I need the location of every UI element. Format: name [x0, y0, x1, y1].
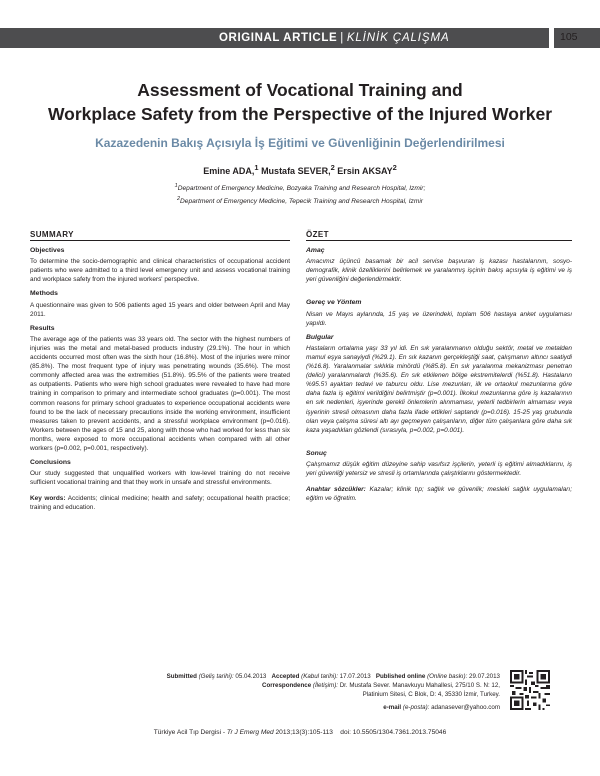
affiliation-1-num: 1 [174, 183, 178, 189]
submitted-date: 05.04.2013 [235, 673, 267, 680]
accepted-label-tr: (Kabul tarihi): [301, 673, 338, 680]
results-heading: Results [30, 324, 55, 332]
bulgular-heading: Bulgular [306, 333, 334, 341]
author-3-affil: 2 [392, 163, 397, 172]
email-line [80, 703, 500, 712]
bulgular-text: Hastaların ortalama yaşı 33 yıl idi. En sık yaralanmanın olduğu sektör, metal ve metalden mamul eşya sanayiydi (%29.1). En sık kazanın gerçekleştiği saat, çalışmanın altıncı saatiydi (%16.8). Yaralanmalar sıklıkla minördü (%85.8). En sık yaralanma mekanizması penetran (delici) yaralanmalardı (%35.6). En sık etkilenen bölge ekstremitelerdi (%51.8). Hastaların %95.5'i ayaktan tedavi ve taburcu oldu. Lise mezunları, ilk ve ortaokul mezunlarına göre daha fazla iş eğitimi verildiğini belirtmiştir (p=0.001). İlkokul mezunlarına göre iş kazalarının en sık nedenleri, işyerinde gerekli önlemlerin alınmaması, yeterli tedbirlerin almaması veya işyerinin stresli olmasının daha fazla ifade ettikleri saptandı (p=0.016). 15-25 yaş grubunda olan veya çalışma süresi altı ayı geçmeyen çalışanların, diğer tüm çalışanlara göre daha sık kaza yaşadıkları gözlendi (sırasıyla, p=0.002, p=0.001). [306, 344, 572, 434]
footer-citation: 2013;13(3):105-113 [273, 729, 333, 736]
article-metadata [80, 672, 500, 712]
article-type-en: ORIGINAL ARTICLE [219, 32, 338, 44]
amac-heading: Amaç [306, 247, 325, 255]
published-label: Published online [375, 673, 426, 680]
page-number: 105 [560, 31, 578, 43]
email-label-tr: (e-posta): [402, 703, 430, 711]
banner-gap [549, 28, 554, 48]
objectives-text: To determine the socio-demographic and clinical characteristics of occupational accident patients who were admitted to a third level emergency unit and assess vocational training and workplace safety from the injured workers' perspective. [30, 258, 290, 284]
accepted-label: Accepted [271, 673, 300, 680]
article-type-tr: KLİNİK ÇALIŞMA [346, 32, 450, 44]
objectives-heading: Objectives [30, 247, 65, 255]
submitted-label-tr: (Geliş tarihi): [198, 673, 234, 680]
dates-line [80, 672, 500, 681]
correspondence-line [80, 681, 500, 690]
author-3: Ersin AKSAY [337, 166, 393, 176]
article-subtitle-tr: Kazazedenin Bakış Açısıyla İş Eğitimi ve Güvenliğinin Değerlendirilmesi [95, 136, 505, 150]
keywords-en-label: Key words: [30, 495, 66, 503]
ozet-heading: ÖZET [306, 230, 572, 241]
title-line-1: Assessment of Vocational Training and [137, 80, 463, 100]
footer-journal-abbrev: Tr J Emerg Med [226, 729, 274, 736]
gerec-text: Nisan ve Mayıs aylarında, 15 yaş ve üzerindeki, toplam 506 hastaya anket uygulaması yapıldı. [306, 310, 572, 327]
conclusions-heading: Conclusions [30, 459, 71, 467]
amac-text: Amacımız üçüncü basamak bir acil servise başvuran iş kazası hastalarının, sosyo-demografik, klinik özelliklerini belirlemek ve yaralanmış işçinin bakış açısıyla iş eğitimi ve iş yeri güvenliğini değerlendirmektir. [306, 258, 572, 284]
author-1-affil: 1 [254, 163, 259, 172]
article-type-label [219, 28, 450, 48]
affiliation-1 [40, 183, 560, 192]
keywords-tr-text: Kazalar; klinik tıp; sağlık ve güvenlik; mesleki sağlık uygulamaları; eğitim ve öğretim. [306, 486, 572, 503]
published-label-tr: (Online baskı): [427, 673, 468, 680]
email-label: e-mail [383, 703, 402, 711]
summary-heading: SUMMARY [30, 230, 290, 241]
results-text: The average age of the patients was 33 years old. The sector with the highest numbers of injuries was the metal and metal-based products industry (29.1%). The hour in which accidents occurred most often was the sixth hour (16.8%). Most of the injuries were minor (85.8%). The most frequent type of injury was penetrating wounds (35.6%). The most commonly affected area was the extremities (51.8%). 95.5% of the patients were treated as outpatients. Patients who were high school graduates were revealed to have had more training in comparison to primary and intermediate school graduates (p=0.001). The most common reasons for primary school graduates to experience occupational accidents were found to be the lack of necessary precautions inside the working environment, insufficient measures taken to prevent accidents, and a stressful workplace environment (p=0.016). Workers between the ages of 15 and 25, along with those who had worked for less than six months, were exposed to more occupational accidents when compared with all other workers (p=0.002, p=0.001, respectively). [30, 335, 290, 452]
submitted-label: Submitted [166, 673, 197, 680]
keywords-tr-label: Anahtar sözcükler: [306, 486, 366, 494]
conclusions-text: Our study suggested that unqualified workers with low-level training do not receive sufficient vocational training and that they work in unsafe and stressful environments. [30, 470, 290, 487]
article-title [40, 78, 560, 126]
footer-journal: Türkiye Acil Tıp Dergisi - [153, 729, 227, 736]
published-date: 29.07.2013 [469, 673, 500, 680]
author-list [40, 163, 560, 176]
page-footer [30, 729, 570, 736]
keywords-en [30, 494, 290, 512]
correspondence-label-tr: (İletişim): [312, 682, 338, 690]
footer-doi: doi: 10.5505/1304.7361.2013.75046 [340, 729, 447, 736]
methods-heading: Methods [30, 290, 58, 298]
email-address[interactable]: adanasever@yahoo.com [431, 703, 500, 711]
affiliation-2-num: 2 [176, 196, 181, 202]
ozet-column [306, 230, 572, 503]
correspondence-address-1: Dr. Mustafa Sever. Manavkuyu Mahallesi, 275/10 S. N: 12, [339, 682, 500, 690]
qr-code-icon [510, 670, 550, 710]
keywords-en-text: Accidents; clinical medicine; health and safety; occupational health practice; training and education. [30, 495, 291, 512]
correspondence-address-2: Platinium Sitesi, C Blok, D: 4, 35330 İzmir, Turkey. [362, 691, 500, 699]
affiliation-2 [40, 196, 560, 205]
summary-column [30, 230, 290, 513]
author-1: Emine ADA, [203, 166, 255, 176]
sonuc-heading: Sonuç [306, 449, 327, 457]
title-line-2: Workplace Safety from the Perspective of the Injured Worker [47, 104, 553, 124]
methods-text: A questionnaire was given to 506 patients aged 15 years and older between April and May 2011. [30, 301, 290, 318]
author-2-affil: 2 [330, 163, 335, 172]
keywords-tr [306, 485, 572, 503]
gerec-heading: Gereç ve Yöntem [306, 299, 362, 307]
article-type-divider: | [340, 32, 344, 44]
sonuc-text: Çalışmamız düşük eğitim düzeyine sahip vasıfsız işçilerin, yeterli iş eğitimi almadıklarını, iş yeri güvenliği yetersiz ve stresli iş ortamlarında çalıştıklarını göstermektedir. [306, 460, 572, 477]
affiliation-2-text: Department of Emergency Medicine, Tepecik Training and Research Hospital, Izmir [180, 198, 424, 206]
affiliation-1-text: Department of Emergency Medicine, Bozyaka Training and Research Hospital, Izmir; [177, 185, 426, 193]
correspondence-label: Correspondence [261, 682, 312, 690]
author-2: Mustafa SEVER, [261, 166, 331, 176]
accepted-date: 17.07.2013 [339, 673, 371, 680]
